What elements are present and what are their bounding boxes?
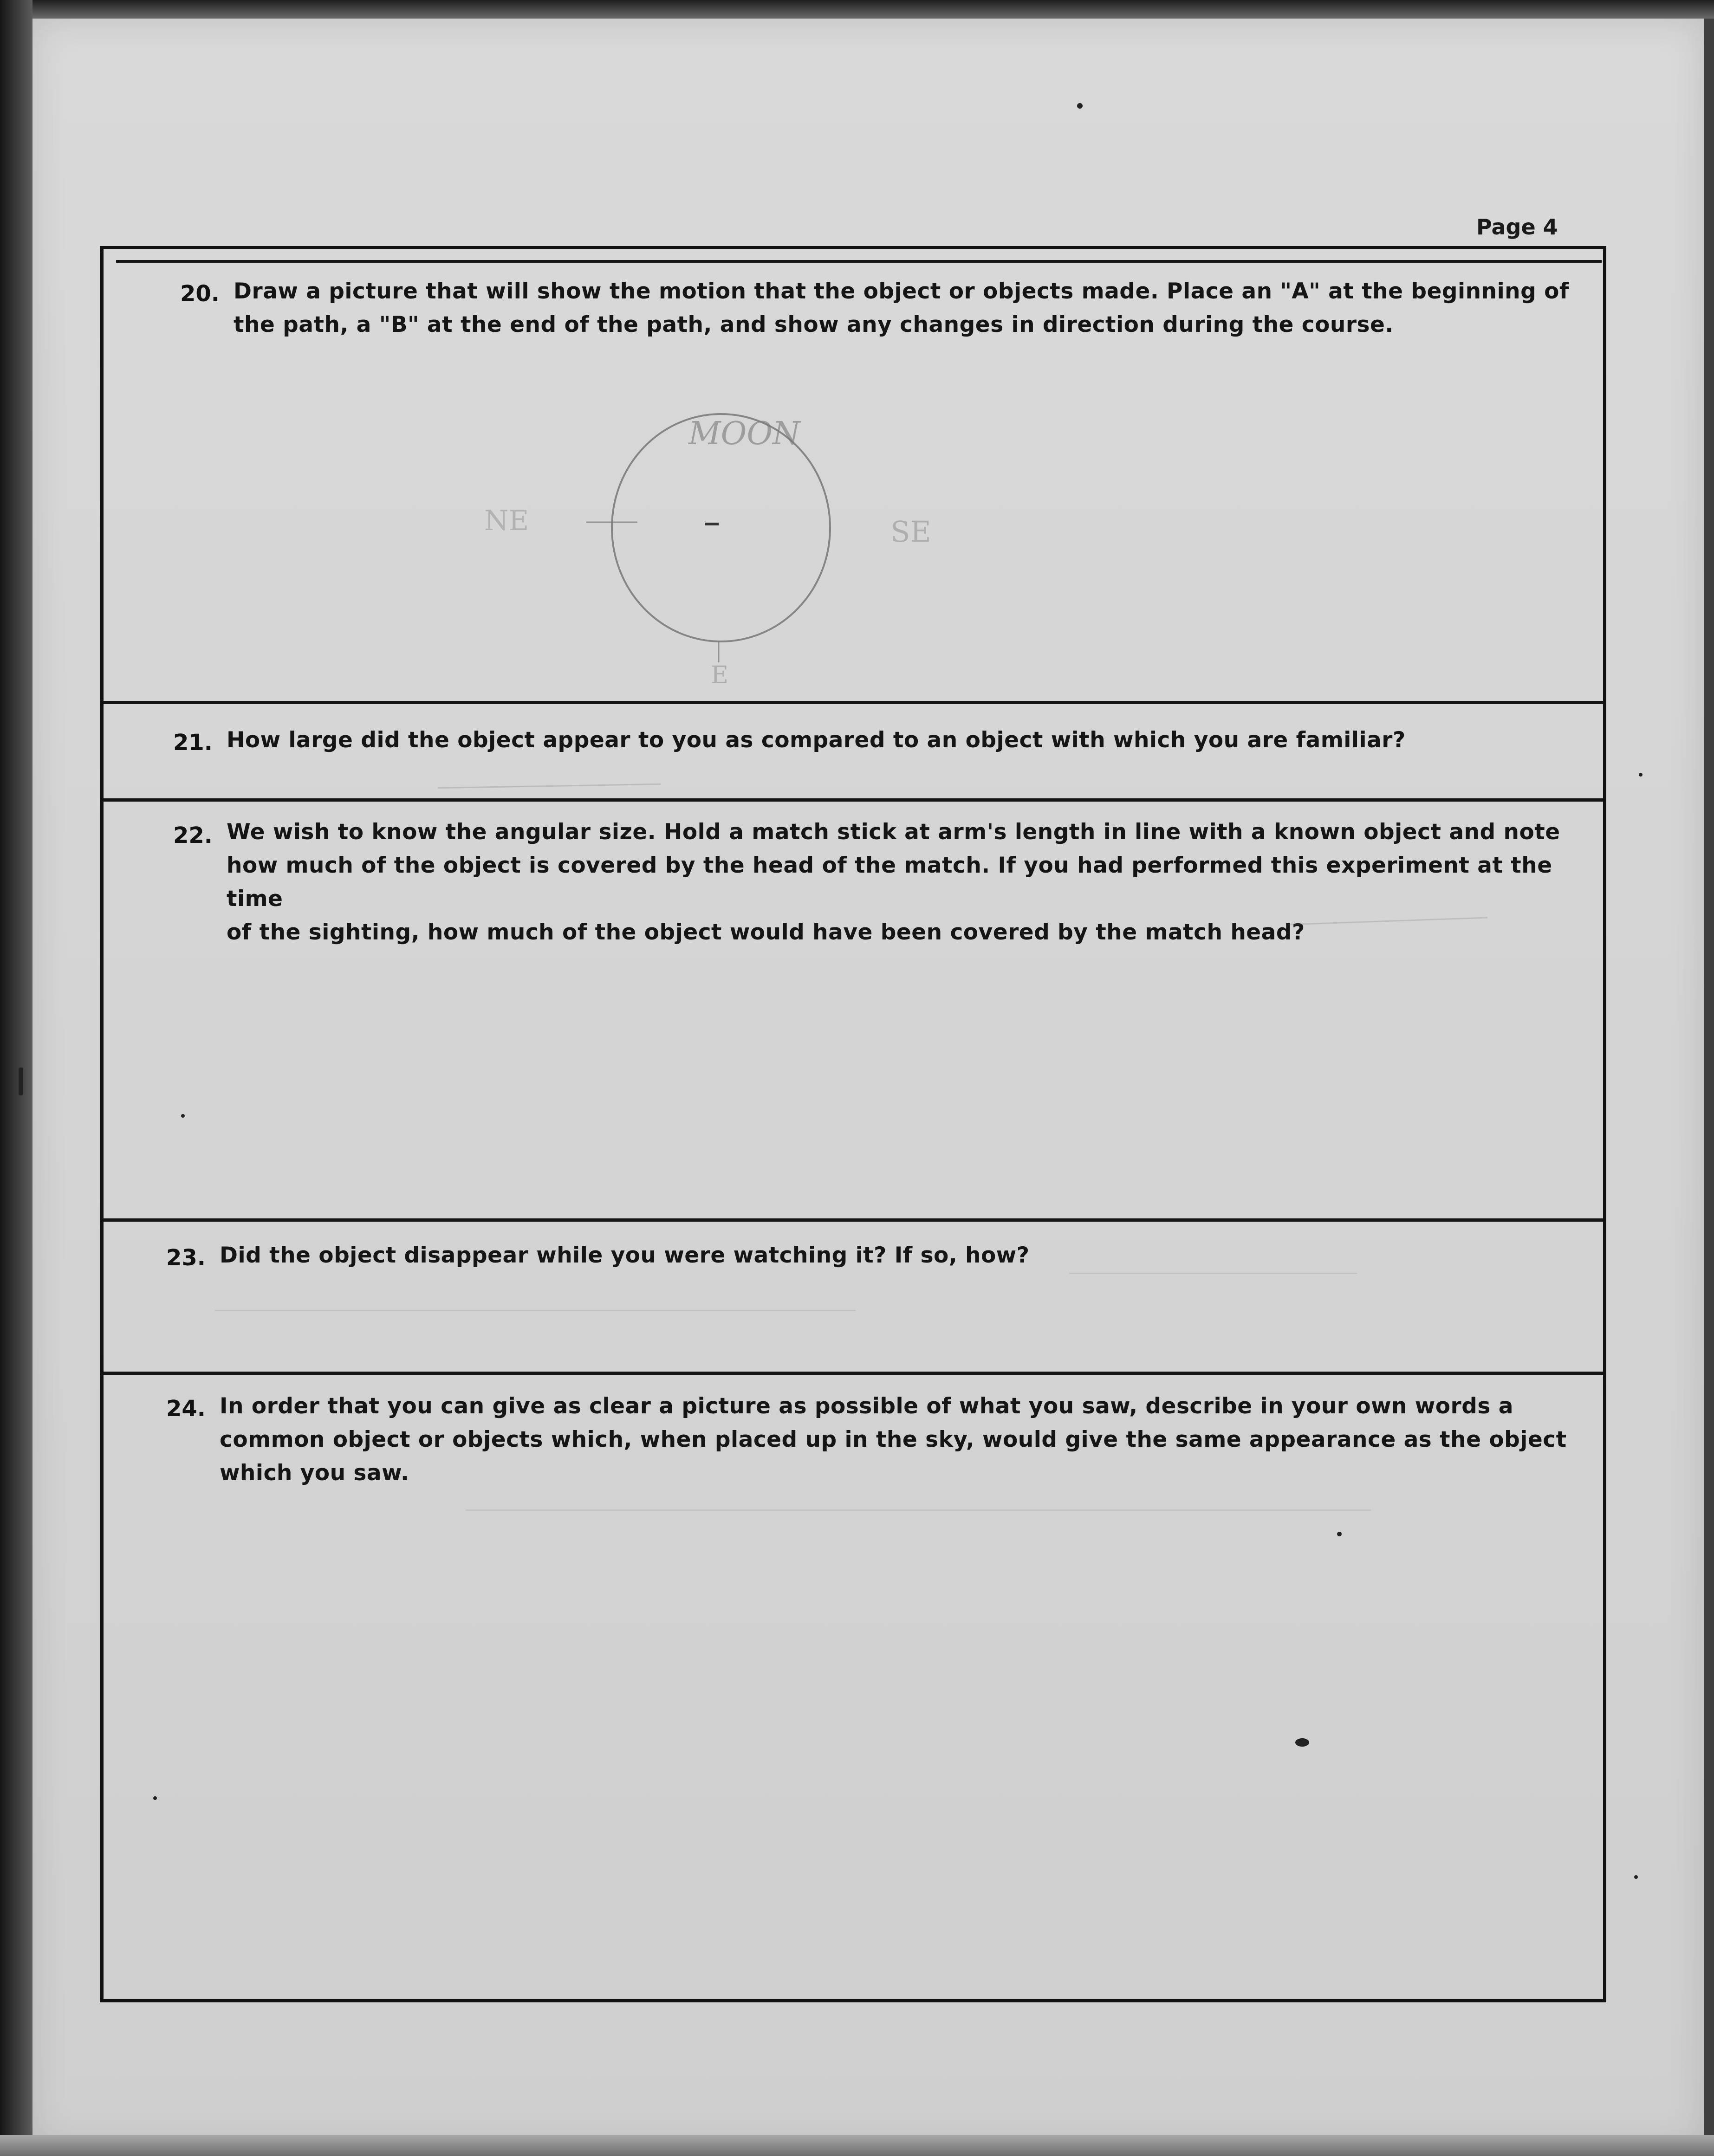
question-number: 22. [173,822,213,848]
question-line: We wish to know the angular size. Hold a match stick at arm's length in line with a known object and note [227,819,1560,845]
page-number: Page 4 [1476,214,1558,240]
faint-handwriting [437,756,661,789]
question-21 [104,704,1603,802]
question-line: how much of the object is covered by the head of the match. If you had performed this experiment at the time [227,853,1552,912]
question-line: which you saw. [220,1460,409,1486]
question-line: Did the object disappear while you were watching it? If so, how? [220,1243,1030,1268]
faint-handwriting [1069,1250,1357,1274]
scan-speck [1634,1875,1638,1879]
faint-handwriting [215,1287,856,1311]
faint-handwriting [466,1486,1371,1511]
scan-speck [1337,1532,1342,1536]
moon-label: MOON [688,415,800,452]
question-form [100,246,1606,2002]
scan-speck [19,1068,23,1095]
question-line: common object or objects which, when placed up in the sky, would give the same appearance as the object [220,1427,1567,1452]
scan-speck [1295,1738,1309,1747]
question-number: 20. [180,281,220,307]
question-line: How large did the object appear to you as compared to an object with which you are familiar? [227,727,1406,753]
question-22 [104,802,1603,1222]
scan-speck [1077,103,1083,109]
se-label: SE [890,515,931,549]
question-line: of the sighting, how much of the object would have been covered by the match head? [227,919,1305,945]
scan-speck [1639,773,1643,777]
question-number: 21. [173,730,213,756]
question-line: the path, a "B" at the end of the path, and show any changes in direction during the course. [234,312,1394,337]
scan-speck [181,1114,185,1118]
scan-speck [153,1796,157,1800]
question-text [220,1239,1030,1272]
ne-label: NE [484,505,529,537]
question-number: 23. [166,1245,206,1271]
question-text [227,816,1603,949]
question-text [234,275,1569,342]
question-number: 24. [166,1396,206,1422]
question-text [220,1390,1567,1490]
scan-edge-left [0,0,32,2156]
question-line: Draw a picture that will show the motion that the object or objects made. Place an "A" at the beginning of [234,278,1569,304]
motion-sketch [466,402,1023,690]
e-label: E [711,661,728,689]
question-text [227,724,1406,757]
question-23 [104,1222,1603,1375]
question-line: In order that you can give as clear a picture as possible of what you saw, describe in your own words a [220,1393,1513,1419]
question-20 [104,249,1603,704]
question-24 [104,1375,1603,1999]
scan-edge-top [0,0,1714,19]
scan-edge-bottom [0,2135,1714,2156]
